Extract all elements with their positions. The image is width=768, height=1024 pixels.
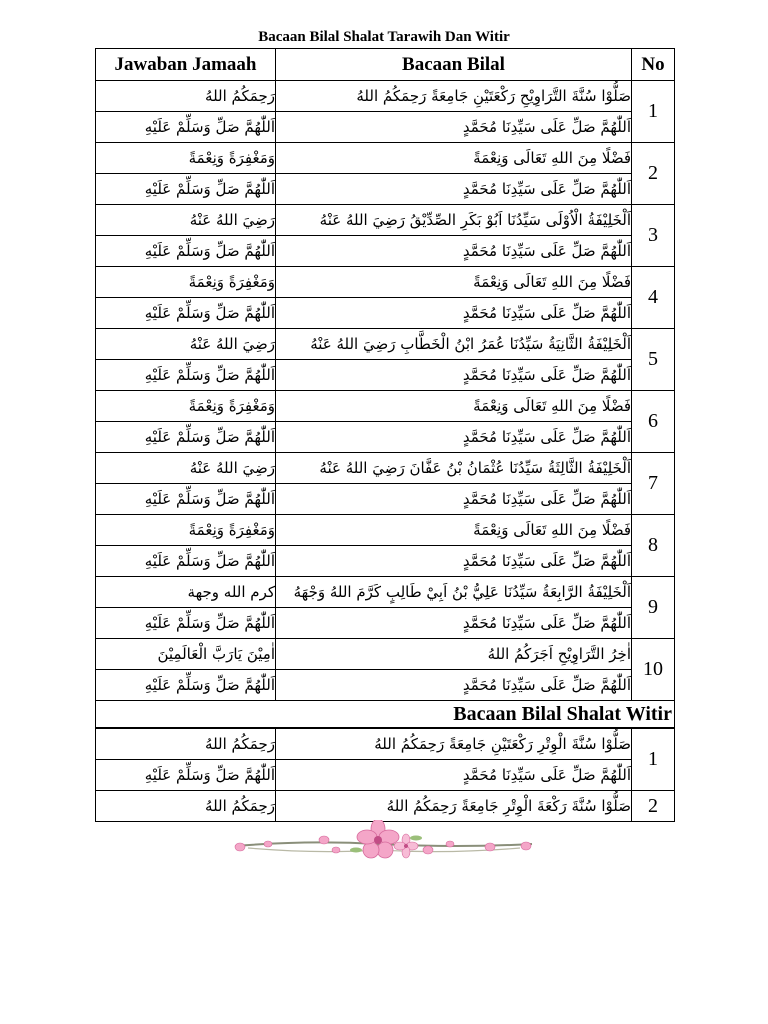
witir-rows: [96, 728, 675, 822]
bacaan-cell: صَلُّوْا سُنَّةَ التَّرَاوِيْحِ رَكْعَتَيْنِ جَامِعَةً رَحِمَكُمُ اللهُ: [276, 81, 632, 112]
jawaban-cell: اَللّٰهُمَّ صَلِّ وَسَلِّمْ عَلَيْهِ: [96, 360, 276, 391]
bacaan-cell: اَلْخَلِيْفَةُ الثَّالِثَةُ سَيِّدُنَا عُثْمَانُ بْنُ عَفَّانَ رَضِيَ اللهُ عَنْهُ: [276, 453, 632, 484]
row-number: 3: [632, 205, 675, 267]
jawaban-cell: وَمَغْفِرَةً وَنِعْمَةً: [96, 267, 276, 298]
jawaban-cell: كرم الله وجهة: [96, 577, 276, 608]
witir-section: [96, 701, 675, 729]
bilal-table: [95, 48, 675, 822]
table-row: [96, 546, 675, 577]
jawaban-cell: رَحِمَكُمُ اللهُ: [96, 728, 276, 760]
row-number: 5: [632, 329, 675, 391]
flower-border-icon: [228, 820, 540, 868]
jawaban-cell: رَحِمَكُمُ اللهُ: [96, 791, 276, 822]
jawaban-cell: رَحِمَكُمُ اللهُ: [96, 81, 276, 112]
header-bacaan: Bacaan Bilal: [276, 49, 632, 81]
witir-heading-row: [96, 701, 675, 729]
row-number: 2: [632, 791, 675, 822]
jawaban-cell: اَللّٰهُمَّ صَلِّ وَسَلِّمْ عَلَيْهِ: [96, 422, 276, 453]
row-number: 9: [632, 577, 675, 639]
table-row: [96, 391, 675, 422]
table-row: [96, 112, 675, 143]
bacaan-cell: صَلُّوْا سُنَّةَ الْوِتْرِ رَكْعَتَيْنِ جَامِعَةً رَحِمَكُمُ اللهُ: [276, 728, 632, 760]
bacaan-cell: فَضْلًا مِنَ اللهِ تَعَالَى وَنِعْمَةً: [276, 143, 632, 174]
jawaban-cell: اَللّٰهُمَّ صَلِّ وَسَلِّمْ عَلَيْهِ: [96, 298, 276, 329]
table-row: [96, 205, 675, 236]
jawaban-cell: رَضِيَ اللهُ عَنْهُ: [96, 453, 276, 484]
jawaban-cell: رَضِيَ اللهُ عَنْهُ: [96, 205, 276, 236]
bacaan-cell: اَلْخَلِيْفَةُ الرَّابِعَةُ سَيِّدُنَا عَلِيُّ بْنُ اَبِيْ طَالِبٍ كَرَّمَ اللهُ وَجْهَهُ: [276, 577, 632, 608]
table-row: [96, 728, 675, 760]
bacaan-cell: اَللّٰهُمَّ صَلِّ عَلَى سَيِّدِنَا مُحَمَّدٍ: [276, 670, 632, 701]
table-row: [96, 236, 675, 267]
row-number: 6: [632, 391, 675, 453]
row-number: 10: [632, 639, 675, 701]
table-header-row: [96, 49, 675, 81]
jawaban-cell: اَللّٰهُمَّ صَلِّ وَسَلِّمْ عَلَيْهِ: [96, 608, 276, 639]
row-number: 8: [632, 515, 675, 577]
bacaan-cell: اَللّٰهُمَّ صَلِّ عَلَى سَيِّدِنَا مُحَمَّدٍ: [276, 174, 632, 205]
table-row: [96, 484, 675, 515]
bacaan-cell: اَللّٰهُمَّ صَلِّ عَلَى سَيِّدِنَا مُحَمَّدٍ: [276, 546, 632, 577]
tarawih-rows: [96, 81, 675, 701]
bacaan-cell: صَلُّوْا سُنَّةَ رَكْعَةَ الْوِتْرِ جَامِعَةً رَحِمَكُمُ اللهُ: [276, 791, 632, 822]
header-jawaban: Jawaban Jamaah: [96, 49, 276, 81]
table-row: [96, 453, 675, 484]
bacaan-cell: اَللّٰهُمَّ صَلِّ عَلَى سَيِّدِنَا مُحَمَّدٍ: [276, 360, 632, 391]
bacaan-cell: اَللّٰهُمَّ صَلِّ عَلَى سَيِّدِنَا مُحَمَّدٍ: [276, 608, 632, 639]
jawaban-cell: وَمَغْفِرَةً وَنِعْمَةً: [96, 391, 276, 422]
bacaan-cell: اَللّٰهُمَّ صَلِّ عَلَى سَيِّدِنَا مُحَمَّدٍ: [276, 484, 632, 515]
table-row: [96, 577, 675, 608]
jawaban-cell: اَللّٰهُمَّ صَلِّ وَسَلِّمْ عَلَيْهِ: [96, 546, 276, 577]
bacaan-cell: اَللّٰهُمَّ صَلِّ عَلَى سَيِّدِنَا مُحَمَّدٍ: [276, 760, 632, 791]
bacaan-cell: اَللّٰهُمَّ صَلِّ عَلَى سَيِّدِنَا مُحَمَّدٍ: [276, 236, 632, 267]
table-row: [96, 329, 675, 360]
table-row: [96, 174, 675, 205]
bacaan-cell: اَلْخَلِيْفَةُ الثَّانِيَةُ سَيِّدُنَا عُمَرُ ابْنُ الْخَطَّابِ رَضِيَ اللهُ عَنْهُ: [276, 329, 632, 360]
row-number: 4: [632, 267, 675, 329]
bacaan-cell: فَضْلًا مِنَ اللهِ تَعَالَى وَنِعْمَةً: [276, 267, 632, 298]
bacaan-cell: اَللّٰهُمَّ صَلِّ عَلَى سَيِّدِنَا مُحَمَّدٍ: [276, 422, 632, 453]
jawaban-cell: اٰمِيْنَ يَارَبَّ الْعَالَمِيْنَ: [96, 639, 276, 670]
jawaban-cell: اَللّٰهُمَّ صَلِّ وَسَلِّمْ عَلَيْهِ: [96, 670, 276, 701]
bacaan-cell: فَضْلًا مِنَ اللهِ تَعَالَى وَنِعْمَةً: [276, 391, 632, 422]
row-number: 1: [632, 81, 675, 143]
table-row: [96, 791, 675, 822]
witir-heading: Bacaan Bilal Shalat Witir: [96, 701, 675, 729]
bacaan-cell: فَضْلًا مِنَ اللهِ تَعَالَى وَنِعْمَةً: [276, 515, 632, 546]
bacaan-cell: اَلْخَلِيْفَةُ الْاُوْلَى سَيِّدُنَا اَبُوْ بَكَرِ الصِّدِّيْقُ رَضِيَ اللهُ عَنْهُ: [276, 205, 632, 236]
jawaban-cell: اَللّٰهُمَّ صَلِّ وَسَلِّمْ عَلَيْهِ: [96, 484, 276, 515]
bacaan-cell: اَللّٰهُمَّ صَلِّ عَلَى سَيِّدِنَا مُحَمَّدٍ: [276, 298, 632, 329]
row-number: 7: [632, 453, 675, 515]
table-row: [96, 267, 675, 298]
table-row: [96, 608, 675, 639]
row-number: 2: [632, 143, 675, 205]
table-row: [96, 143, 675, 174]
table-row: [96, 639, 675, 670]
document-title: Bacaan Bilal Shalat Tarawih Dan Witir: [258, 29, 510, 45]
bacaan-cell: اٰخِرُ التَّرَاوِيْحِ اَجَرَكُمُ اللهُ: [276, 639, 632, 670]
bacaan-cell: اَللّٰهُمَّ صَلِّ عَلَى سَيِّدِنَا مُحَمَّدٍ: [276, 112, 632, 143]
table-row: [96, 360, 675, 391]
table-row: [96, 81, 675, 112]
jawaban-cell: رَضِيَ اللهُ عَنْهُ: [96, 329, 276, 360]
jawaban-cell: اَللّٰهُمَّ صَلِّ وَسَلِّمْ عَلَيْهِ: [96, 760, 276, 791]
jawaban-cell: وَمَغْفِرَةً وَنِعْمَةً: [96, 515, 276, 546]
jawaban-cell: اَللّٰهُمَّ صَلِّ وَسَلِّمْ عَلَيْهِ: [96, 236, 276, 267]
table-row: [96, 515, 675, 546]
jawaban-cell: وَمَغْفِرَةً وَنِعْمَةً: [96, 143, 276, 174]
table-row: [96, 422, 675, 453]
row-number: 1: [632, 728, 675, 791]
table-row: [96, 298, 675, 329]
table-row: [96, 760, 675, 791]
header-no: No: [632, 49, 675, 81]
jawaban-cell: اَللّٰهُمَّ صَلِّ وَسَلِّمْ عَلَيْهِ: [96, 112, 276, 143]
table-row: [96, 670, 675, 701]
jawaban-cell: اَللّٰهُمَّ صَلِّ وَسَلِّمْ عَلَيْهِ: [96, 174, 276, 205]
